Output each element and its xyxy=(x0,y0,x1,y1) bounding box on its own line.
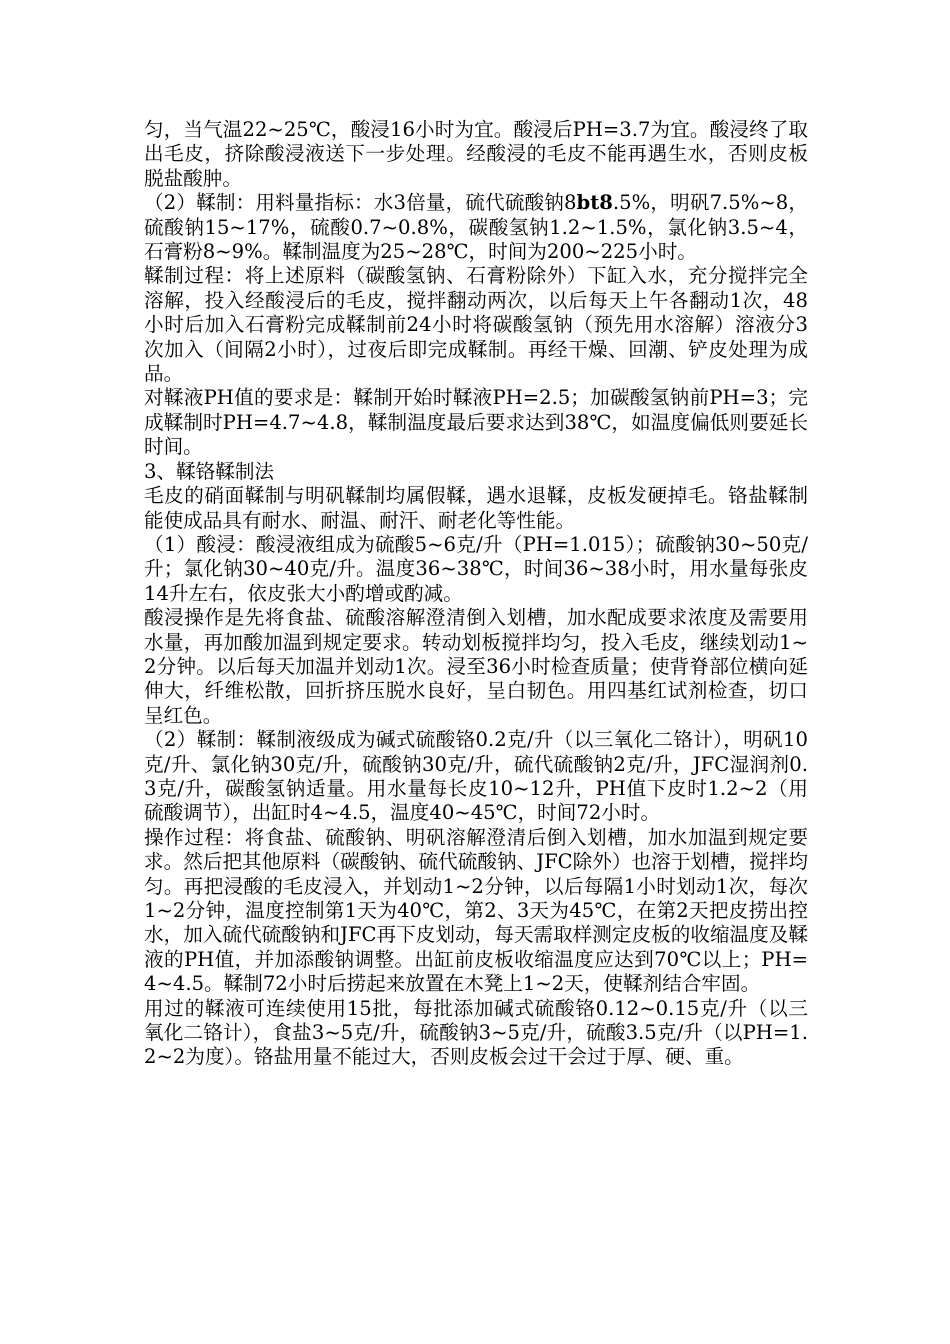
paragraph-chrome-tanning-liquor: （2）鞣制：鞣制液级成为碱式硫酸铬0.2克/升（以三氧化二铬计），明矾10克/升、氯化钠30克/升，硫酸钠30克/升，硫代硫酸钠2克/升，JFC湿润剂0.3克/升，碳酸氢钠适量。用水量每长皮10~12升，PH值下皮时1.2~2（用硫酸调节），出缸时4~4.5，温度40~45℃，时间72小时。 xyxy=(144,728,808,825)
paragraph-tanning-materials xyxy=(144,191,808,264)
paragraph-chrome-operation: 操作过程：将食盐、硫酸钠、明矾溶解澄清后倒入划槽，加水加温到规定要求。然后把其他原料（碳酸钠、硫代硫酸钠、JFC除外）也溶于划槽，搅拌均匀。再把浸酸的毛皮浸入，并划动1~2分钟，以后每隔1小时划动1次，每次1~2分钟，温度控制第1天为40℃，第2、3天为45℃，在第2天把皮捞出控水，加入硫代硫酸钠和JFC再下皮划动，每天需取样测定皮板的收缩温度及鞣液的PH值，并加添酸钠调整。出缸前皮板收缩温度应达到70℃以上；PH=4~4.5。鞣制72小时后捞起来放置在木凳上1~2天，使鞣剂结合牢固。 xyxy=(144,825,808,996)
tanning-materials-text-start: （2）鞣制：用料量指标：水3倍量，硫代硫酸钠8 xyxy=(144,191,577,215)
paragraph-acid-soak-end: 匀，当气温22~25℃，酸浸16小时为宜。酸浸后PH=3.7为宜。酸浸终了取出毛皮，挤除酸浸液送下一步处理。经酸浸的毛皮不能再遇生水，否则皮板脱盐酸肿。 xyxy=(144,118,808,190)
tanning-materials-text-end: .5%，明矾7.5%~8，硫酸钠15~17%，硫酸0.7~0.8%，碳酸氢钠1.2~1.5%，氯化钠3.5~4，石膏粉8~9%。鞣制温度为25~28℃，时间为200~225小时。 xyxy=(144,191,808,264)
paragraph-liquor-reuse: 用过的鞣液可连续使用15批，每批添加碱式硫酸铬0.12~0.15克/升（以三氧化二铬计），食盐3~5克/升，硫酸钠3~5克/升，硫酸3.5克/升（以PH=1.2~2为度）。铬盐用量不能过大，否则皮板会过干会过于厚、硬、重。 xyxy=(144,996,808,1069)
paragraph-ph-requirements: 对鞣液PH值的要求是：鞣制开始时鞣液PH=2.5；加碳酸氢钠前PH=3；完成鞣制时PH=4.7~4.8，鞣制温度最后要求达到38℃，如温度偏低则要延长时间。 xyxy=(144,386,808,459)
paragraph-chrome-intro: 毛皮的硝面鞣制与明矾鞣制均属假鞣，遇水退鞣，皮板发硬掉毛。铬盐鞣制能使成品具有耐水、耐温、耐汗、耐老化等性能。 xyxy=(144,484,808,532)
paragraph-tanning-process: 鞣制过程：将上述原料（碳酸氢钠、石膏粉除外）下缸入水，充分搅拌完全溶解，投入经酸浸后的毛皮，搅拌翻动两次，以后每天上午各翻动1次，48小时后加入石膏粉完成鞣制前24小时将碳酸氢钠（预先用水溶解）溶液分3次加入（间隔2小时），过夜后即完成鞣制。再经干燥、回潮、铲皮处理为成品。 xyxy=(144,264,808,386)
document-page xyxy=(144,118,808,1070)
paragraph-acid-soak-operation: 酸浸操作是先将食盐、硫酸溶解澄清倒入划槽，加水配成要求浓度及需要用水量，再加酸加温到规定要求。转动划板搅拌均匀，投入毛皮，继续划动1~2分钟。以后每天加温并划动1次。浸至36小时检查质量；使背脊部位横向延伸大，纤维松散，回折挤压脱水良好，呈白韧色。用四基红试剂检查，切口呈红色。 xyxy=(144,606,808,727)
paragraph-chrome-acid-soak: （1）酸浸：酸浸液组成为硫酸5~6克/升（PH=1.015）；硫酸钠30~50克/升；氯化钠30~40克/升。温度36~38℃，时间36~38小时，用水量每张皮14升左右，依皮张大小酌增或酌减。 xyxy=(144,532,808,605)
tanning-materials-bold-fragment: bt8 xyxy=(576,191,613,215)
section-heading-chrome-tanning: 3、鞣铬鞣制法 xyxy=(144,459,275,483)
